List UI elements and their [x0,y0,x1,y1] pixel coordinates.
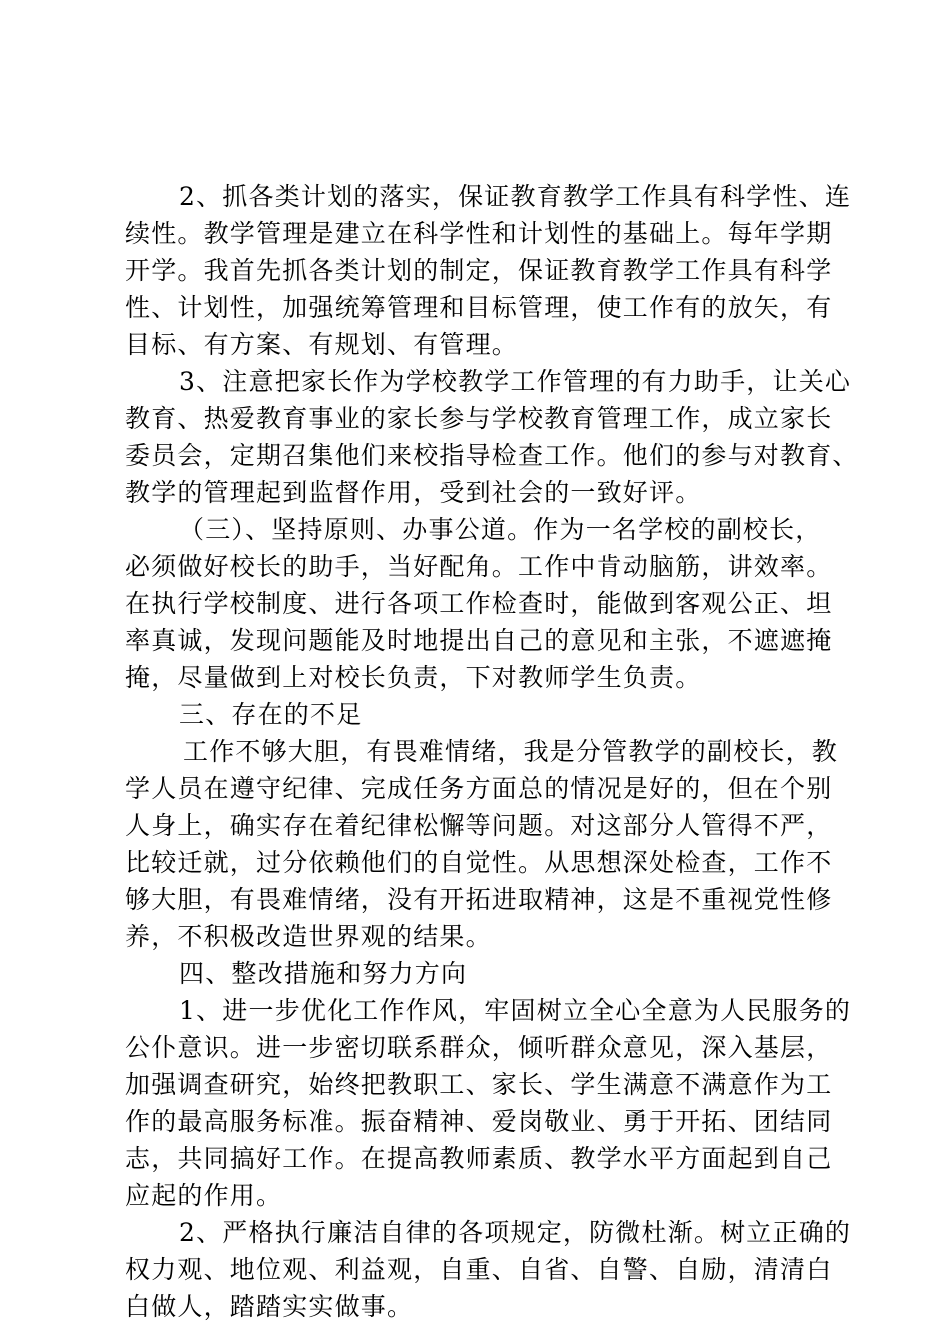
text-line: 养，不积极改造世界观的结果。 [125,922,492,951]
section-heading: 三、存在的不足 [179,700,363,729]
text-line: 1、进一步优化工作作风，牢固树立全心全意为人民服务的 [179,996,852,1025]
text-line: 3、注意把家长作为学校教学工作管理的有力助手，让关心 [179,367,852,396]
text-line: 作的最高服务标准。振奋精神、爱岗敬业、勇于开拓、团结同 [125,1107,833,1136]
text-line: 白做人，踏踏实实做事。 [125,1292,414,1321]
text-line: 工作不够大胆，有畏难情绪，我是分管教学的副校长，教 [183,737,839,766]
text-line: 教育、热爱教育事业的家长参与学校教育管理工作，成立家长 [125,404,833,433]
text-line: 委员会，定期召集他们来校指导检查工作。他们的参与对教育、 [125,441,859,470]
text-line: 教学的管理起到监督作用，受到社会的一致好评。 [125,478,702,507]
text-line: 公仆意识。进一步密切联系群众，倾听群众意见，深入基层， [125,1033,833,1062]
text-line: 学人员在遵守纪律、完成任务方面总的情况是好的，但在个别 [125,774,833,803]
text-line: 加强调查研究，始终把教职工、家长、学生满意不满意作为工 [125,1070,833,1099]
text-line: 人身上，确实存在着纪律松懈等问题。对这部分人管得不严， [125,811,833,840]
text-line: 目标、有方案、有规划、有管理。 [125,330,519,359]
text-line: 权力观、地位观、利益观，自重、自省、自警、自励，清清白 [125,1255,833,1284]
text-line: 开学。我首先抓各类计划的制定，保证教育教学工作具有科学 [125,256,833,285]
section-heading: 四、整改措施和努力方向 [179,959,468,988]
text-line: 掩，尽量做到上对校长负责，下对教师学生负责。 [125,663,702,692]
text-line: 必须做好校长的助手，当好配角。工作中肯动脑筋，讲效率。 [125,552,833,581]
text-line: 应起的作用。 [125,1181,283,1210]
text-line: 比较迁就，过分依赖他们的自觉性。从思想深处检查，工作不 [125,848,833,877]
text-line: 2、严格执行廉洁自律的各项规定，防微杜渐。树立正确的 [179,1218,852,1247]
text-line: 性、计划性，加强统筹管理和目标管理，使工作有的放矢，有 [125,293,833,322]
text-line: （三）、坚持原则、办事公道。作为一名学校的副校长， [179,515,822,544]
text-line: 率真诚，发现问题能及时地提出自己的意见和主张，不遮遮掩 [125,626,833,655]
text-line: 续性。教学管理是建立在科学性和计划性的基础上。每年学期 [125,219,833,248]
text-line: 志，共同搞好工作。在提高教师素质、教学水平方面起到自己 [125,1144,833,1173]
text-line: 2、抓各类计划的落实，保证教育教学工作具有科学性、连 [179,182,852,211]
text-line: 在执行学校制度、进行各项工作检查时，能做到客观公正、坦 [125,589,833,618]
text-line: 够大胆，有畏难情绪，没有开拓进取精神，这是不重视党性修 [125,885,833,914]
